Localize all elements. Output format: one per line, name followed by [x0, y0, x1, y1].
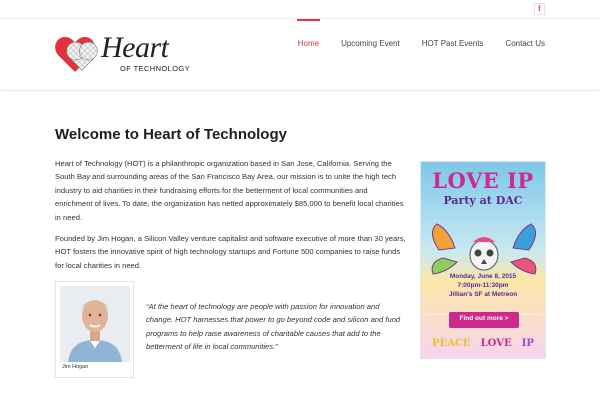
event-banner-ad[interactable]	[420, 161, 546, 359]
ad-subhead: Party at DAC	[443, 194, 523, 207]
ad-footer-love: LOVE	[480, 338, 512, 349]
founder-photo	[60, 286, 130, 362]
nav-hot-past-events[interactable]: HOT Past Events	[421, 39, 484, 48]
ad-footer-ip: IP	[521, 338, 534, 349]
site-logo[interactable]	[54, 33, 204, 79]
nav-home[interactable]: Home	[298, 20, 319, 91]
nav-upcoming-event[interactable]: Upcoming Event	[341, 39, 400, 48]
ad-find-out-more-button[interactable]: Find out more >	[459, 315, 509, 322]
intro-paragraph: Heart of Technology (HOT) is a philanthropic organization based in San Jose, California. Serving the South Bay and surrounding areas of the San Francisco Bay Area, our mission is to unite the high tech industry to aid charities in their fundraising efforts for the betterment of local communities and enrichment of lives. To date, the organization has netted approximately $85,000 to benefit local charities in need.	[55, 159, 404, 222]
photo-caption: Jim Hogan	[62, 364, 89, 370]
heart-logo-icon	[54, 34, 100, 74]
site-header	[0, 20, 600, 91]
ad-headline: LOVE IP	[432, 168, 534, 193]
top-bar	[0, 0, 600, 19]
nav-contact-us[interactable]: Contact Us	[505, 39, 545, 48]
ad-venue: Jillian's SF at Metreon	[448, 291, 518, 298]
page-title: Welcome to Heart of Technology	[55, 126, 287, 143]
founder-photo-card	[55, 281, 134, 378]
facebook-icon[interactable]: f	[534, 3, 545, 15]
ad-footer-words	[421, 338, 545, 349]
ad-date: Monday, June 8, 2015	[449, 273, 517, 280]
logo-subtitle: OF TECHNOLOGY	[120, 64, 191, 73]
portrait-image	[60, 286, 130, 362]
ad-time: 7:00pm-11:30pm	[457, 282, 509, 289]
founder-paragraph: Founded by Jim Hogan, a Silicon Valley venture capitalist and software executive of more than 30 years, HOT fosters the innovative spirit of high technology startups and Fortune 500 companies to raise funds for local charities in need.	[55, 234, 406, 270]
main-nav	[276, 20, 545, 91]
founder-quote: “At the heart of technology are people with passion for innovation and change. HOT harnesses that power to go beyond code and silicon and fund programs to help raise awareness of charitable causes that add to the betterment of life in local communities.”	[146, 302, 401, 352]
ad-footer-peace: PEACE	[432, 338, 471, 349]
logo-wordmark: Heart	[101, 31, 169, 64]
